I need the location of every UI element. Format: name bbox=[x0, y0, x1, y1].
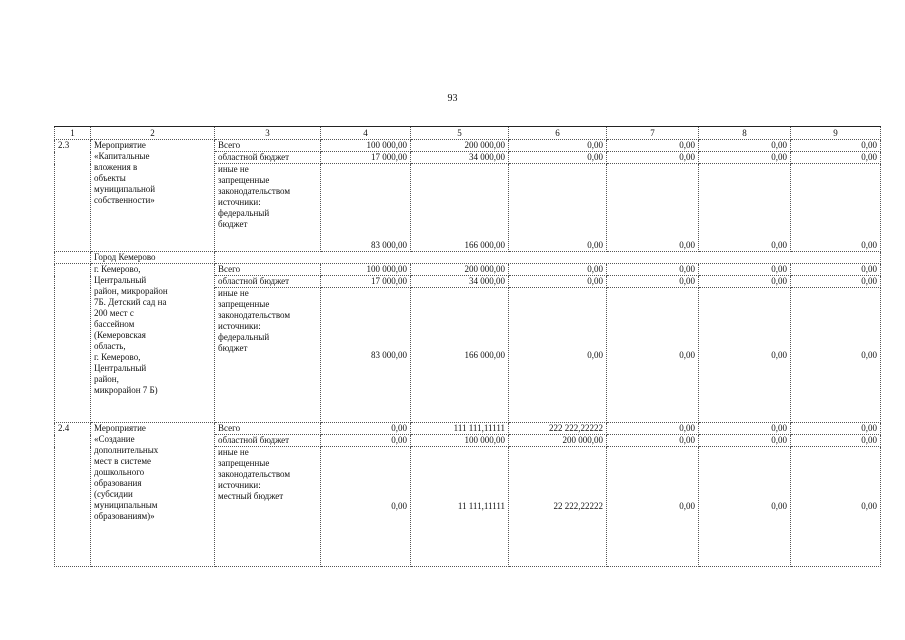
value-cell: 0,00 bbox=[509, 140, 607, 152]
value-cell: 0,00 bbox=[699, 140, 791, 152]
subheader-row bbox=[55, 252, 881, 264]
value-cell: 0,00 bbox=[321, 423, 411, 435]
value-cell: 17 000,00 bbox=[321, 152, 411, 164]
value-cell: 0,00 bbox=[791, 447, 881, 567]
funding-source-cell: Всего bbox=[215, 264, 321, 276]
column-number-cell: 5 bbox=[411, 127, 509, 140]
value-cell: 100 000,00 bbox=[321, 264, 411, 276]
value-cell: 0,00 bbox=[791, 164, 881, 252]
table-row bbox=[55, 140, 881, 152]
value-cell: 0,00 bbox=[699, 447, 791, 567]
column-number-cell: 7 bbox=[607, 127, 699, 140]
section-number: 2.4 bbox=[55, 423, 91, 567]
value-cell: 0,00 bbox=[699, 435, 791, 447]
value-cell: 0,00 bbox=[791, 264, 881, 276]
funding-source-cell: иные не запрещенные законодательством источники: федеральный бюджет bbox=[215, 164, 321, 252]
value-cell: 11 111,11111 bbox=[411, 447, 509, 567]
value-cell: 0,00 bbox=[607, 264, 699, 276]
value-cell: 200 000,00 bbox=[411, 140, 509, 152]
column-number-cell: 8 bbox=[699, 127, 791, 140]
value-cell: 0,00 bbox=[509, 288, 607, 423]
value-cell: 0,00 bbox=[791, 435, 881, 447]
section-number bbox=[55, 264, 91, 423]
value-cell: 166 000,00 bbox=[411, 288, 509, 423]
value-cell: 0,00 bbox=[509, 164, 607, 252]
value-cell: 0,00 bbox=[791, 276, 881, 288]
column-number-cell: 6 bbox=[509, 127, 607, 140]
value-cell: 200 000,00 bbox=[411, 264, 509, 276]
table-row bbox=[55, 423, 881, 435]
value-cell: 100 000,00 bbox=[321, 140, 411, 152]
funding-source-cell: областной бюджет bbox=[215, 152, 321, 164]
value-cell: 200 000,00 bbox=[509, 435, 607, 447]
value-cell: 0,00 bbox=[607, 140, 699, 152]
column-number-cell: 2 bbox=[91, 127, 215, 140]
value-cell: 166 000,00 bbox=[411, 164, 509, 252]
value-cell: 0,00 bbox=[321, 435, 411, 447]
column-number-cell: 3 bbox=[215, 127, 321, 140]
column-number-cell: 4 bbox=[321, 127, 411, 140]
value-cell: 83 000,00 bbox=[321, 164, 411, 252]
section-number: 2.3 bbox=[55, 140, 91, 252]
value-cell: 0,00 bbox=[699, 288, 791, 423]
value-cell: 0,00 bbox=[699, 423, 791, 435]
value-cell: 222 222,22222 bbox=[509, 423, 607, 435]
column-number-cell: 9 bbox=[791, 127, 881, 140]
value-cell: 100 000,00 bbox=[411, 435, 509, 447]
subheader-title: Город Кемерово bbox=[91, 252, 215, 264]
table-row bbox=[55, 264, 881, 276]
value-cell: 17 000,00 bbox=[321, 276, 411, 288]
value-cell: 34 000,00 bbox=[411, 152, 509, 164]
value-cell: 0,00 bbox=[791, 423, 881, 435]
section-title: Мероприятие «Создание дополнительных мест в системе дошкольного образования (субсидии муниципальным образованиям)» bbox=[91, 423, 215, 567]
value-cell: 0,00 bbox=[791, 152, 881, 164]
value-cell: 0,00 bbox=[607, 152, 699, 164]
value-cell: 0,00 bbox=[607, 164, 699, 252]
funding-source-cell: Всего bbox=[215, 423, 321, 435]
value-cell: 0,00 bbox=[509, 264, 607, 276]
value-cell: 0,00 bbox=[699, 152, 791, 164]
value-cell: 0,00 bbox=[699, 276, 791, 288]
funding-source-cell: Всего bbox=[215, 140, 321, 152]
value-cell: 0,00 bbox=[607, 276, 699, 288]
page-number: 93 bbox=[447, 93, 458, 104]
value-cell: 0,00 bbox=[699, 264, 791, 276]
funding-source-cell: областной бюджет bbox=[215, 435, 321, 447]
value-cell: 22 222,22222 bbox=[509, 447, 607, 567]
value-cell: 0,00 bbox=[699, 164, 791, 252]
funding-source-cell: областной бюджет bbox=[215, 276, 321, 288]
value-cell: 0,00 bbox=[509, 152, 607, 164]
value-cell: 0,00 bbox=[791, 140, 881, 152]
value-cell: 0,00 bbox=[607, 447, 699, 567]
subheader-num-cell bbox=[55, 252, 91, 264]
value-cell: 0,00 bbox=[791, 288, 881, 423]
funding-source-cell: иные не запрещенные законодательством источники: местный бюджет bbox=[215, 447, 321, 567]
value-cell: 34 000,00 bbox=[411, 276, 509, 288]
value-cell: 111 111,11111 bbox=[411, 423, 509, 435]
column-number-row bbox=[55, 127, 881, 140]
section-title: Мероприятие «Капитальные вложения в объекты муниципальной собственности» bbox=[91, 140, 215, 252]
budget-table bbox=[54, 126, 881, 567]
funding-source-cell: иные не запрещенные законодательством источники: федеральный бюджет bbox=[215, 288, 321, 423]
value-cell: 0,00 bbox=[607, 435, 699, 447]
value-cell: 0,00 bbox=[607, 288, 699, 423]
value-cell: 0,00 bbox=[509, 276, 607, 288]
value-cell: 83 000,00 bbox=[321, 288, 411, 423]
subheader-empty bbox=[215, 252, 881, 264]
column-number-cell: 1 bbox=[55, 127, 91, 140]
value-cell: 0,00 bbox=[607, 423, 699, 435]
value-cell: 0,00 bbox=[321, 447, 411, 567]
section-title: г. Кемерово, Центральный район, микрорайон 7Б. Детский сад на 200 мест с бассейном (Кемеровская область, г. Кемерово, Центральный район, микрорайон 7 Б) bbox=[91, 264, 215, 423]
